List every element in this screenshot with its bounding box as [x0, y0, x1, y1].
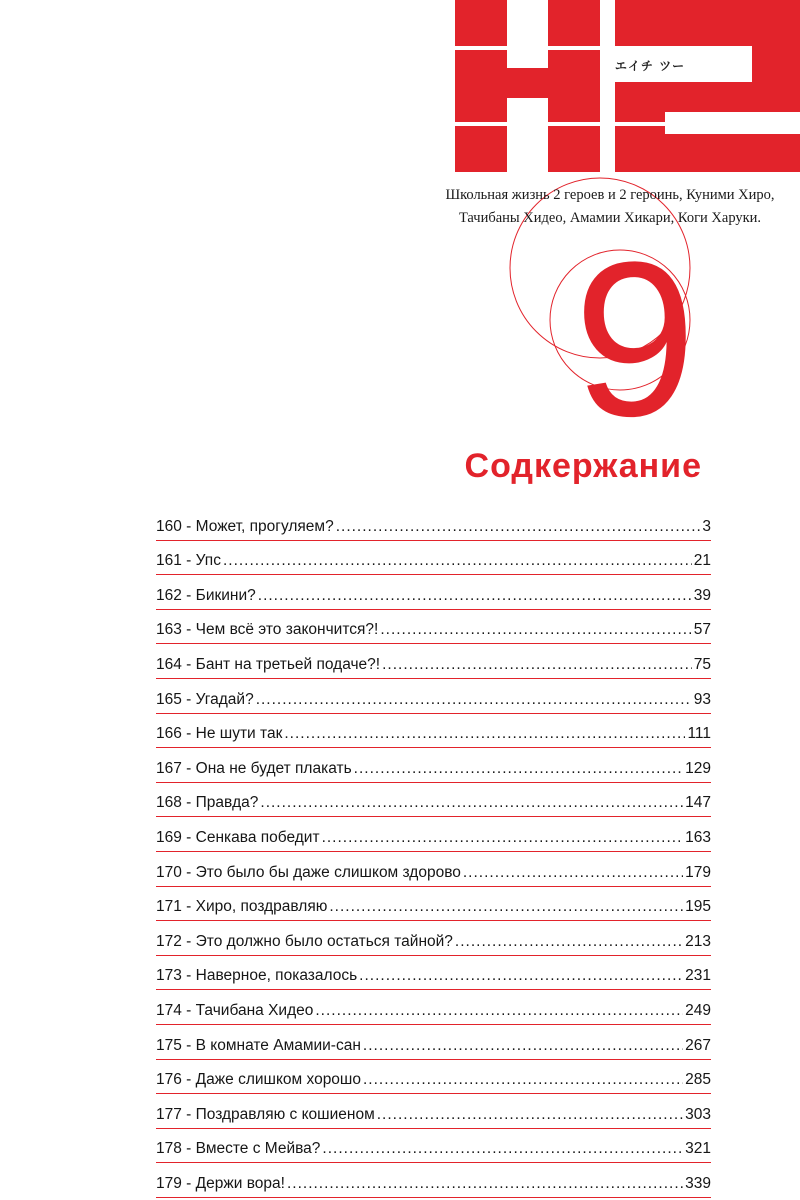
chapter-number: 163	[156, 621, 182, 639]
toc-entry[interactable]	[156, 1060, 711, 1095]
chapter-title: Держи вора!	[195, 1174, 285, 1192]
toc-entry[interactable]	[156, 990, 711, 1025]
chapter-separator: -	[181, 1001, 196, 1019]
chapter-title: Наверное, показалось	[195, 967, 358, 985]
chapter-page: 3	[702, 517, 711, 535]
chapter-separator: -	[181, 828, 196, 846]
chapter-page: 339	[685, 1174, 711, 1192]
chapter-page: 57	[693, 621, 711, 639]
description-line-1: Школьная жизнь 2 героев и 2 героинь, Куними Хиро,	[445, 187, 775, 203]
table-of-contents	[156, 506, 711, 1198]
chapter-page: 147	[685, 794, 711, 812]
chapter-title: Это должно было остаться тайной?	[195, 932, 453, 950]
chapter-number: 164	[156, 655, 182, 673]
chapter-number: 178	[156, 1140, 182, 1158]
chapter-page: 213	[685, 932, 711, 950]
chapter-page: 163	[685, 828, 711, 846]
chapter-title: Сенкава победит	[195, 828, 320, 846]
chapter-number: 166	[156, 725, 182, 743]
chapter-number: 175	[156, 1036, 182, 1054]
chapter-title: Поздравляю с кошиеном	[195, 1105, 375, 1123]
chapter-separator: -	[181, 517, 196, 535]
dot-leader	[382, 656, 692, 674]
chapter-number: 173	[156, 967, 182, 985]
chapter-separator: -	[181, 1071, 196, 1089]
dot-leader	[455, 933, 683, 951]
logo-h-crossbar	[455, 68, 600, 98]
chapter-separator: -	[181, 932, 196, 950]
chapter-page: 321	[685, 1140, 711, 1158]
chapter-title: Правда?	[195, 794, 259, 812]
toc-entry[interactable]	[156, 887, 711, 922]
chapter-page: 75	[693, 655, 711, 673]
toc-entry[interactable]	[156, 921, 711, 956]
chapter-separator: -	[181, 794, 196, 812]
dot-leader	[284, 725, 685, 743]
chapter-title: Она не будет плакать	[195, 759, 352, 777]
chapter-number: 162	[156, 586, 182, 604]
dot-leader	[322, 1140, 683, 1158]
dot-leader	[363, 1037, 683, 1055]
dot-leader	[380, 621, 691, 639]
chapter-separator: -	[181, 690, 196, 708]
chapter-number: 165	[156, 690, 182, 708]
dot-leader	[287, 1175, 683, 1193]
chapter-number: 169	[156, 828, 182, 846]
chapter-page: 111	[687, 725, 711, 743]
chapter-page: 195	[685, 898, 711, 916]
h2-logo	[455, 0, 800, 172]
dot-leader	[377, 1106, 683, 1124]
chapter-page: 303	[685, 1105, 711, 1123]
toc-entry[interactable]	[156, 541, 711, 576]
toc-entry[interactable]	[156, 1025, 711, 1060]
chapter-page: 21	[693, 552, 711, 570]
dot-leader	[256, 691, 692, 709]
chapter-separator: -	[181, 655, 196, 673]
description-line-2: Тачибаны Хидео, Амамии Хикари, Коги Харуки.	[458, 210, 762, 226]
chapter-separator: -	[181, 725, 196, 743]
chapter-separator: -	[181, 1105, 196, 1123]
chapter-number: 161	[156, 552, 182, 570]
toc-entry[interactable]	[156, 506, 711, 541]
chapter-separator: -	[181, 552, 196, 570]
toc-entry[interactable]	[156, 748, 711, 783]
dot-leader	[354, 760, 683, 778]
chapter-title: Бант на третьей подаче?!	[195, 655, 381, 673]
chapter-number: 179	[156, 1174, 182, 1192]
chapter-number: 160	[156, 517, 182, 535]
dot-leader	[359, 967, 683, 985]
chapter-page: 179	[685, 863, 711, 881]
chapter-page: 129	[685, 759, 711, 777]
toc-entry[interactable]	[156, 714, 711, 749]
chapter-title: Это было бы даже слишком здорово	[195, 863, 461, 881]
chapter-number: 171	[156, 898, 182, 916]
chapter-title: Угадай?	[195, 690, 254, 708]
chapter-number: 176	[156, 1071, 182, 1089]
toc-entry[interactable]	[156, 817, 711, 852]
chapter-title: Вместе с Мейва?	[195, 1140, 321, 1158]
toc-entry[interactable]	[156, 644, 711, 679]
chapter-page: 39	[693, 586, 711, 604]
toc-entry[interactable]	[156, 956, 711, 991]
chapter-number: 172	[156, 932, 182, 950]
toc-entry[interactable]	[156, 679, 711, 714]
dot-leader	[322, 829, 684, 847]
dot-leader	[260, 794, 683, 812]
toc-entry[interactable]	[156, 1163, 711, 1198]
toc-entry[interactable]	[156, 1129, 711, 1164]
logo-2-bottom	[615, 134, 800, 172]
toc-entry[interactable]	[156, 575, 711, 610]
chapter-page: 249	[685, 1001, 711, 1019]
dot-leader	[223, 552, 692, 570]
dot-leader	[258, 587, 692, 605]
chapter-separator: -	[181, 898, 196, 916]
chapter-number: 170	[156, 863, 182, 881]
chapter-title: Бикини?	[195, 586, 256, 604]
chapter-number: 177	[156, 1105, 182, 1123]
chapter-separator: -	[181, 759, 196, 777]
chapter-title: Хиро, поздравляю	[195, 898, 328, 916]
chapter-separator: -	[181, 967, 196, 985]
chapter-number: 167	[156, 759, 182, 777]
chapter-title: Упс	[195, 552, 221, 570]
dot-leader	[363, 1071, 683, 1089]
toc-entry[interactable]	[156, 1094, 711, 1129]
chapter-title: Чем всё это закончится?!	[195, 621, 379, 639]
chapter-title: В комнате Амамии-сан	[195, 1036, 361, 1054]
chapter-separator: -	[181, 586, 196, 604]
chapter-separator: -	[181, 1140, 196, 1158]
volume-number: 9	[573, 216, 697, 462]
chapter-separator: -	[181, 863, 196, 881]
toc-entry[interactable]	[156, 852, 711, 887]
chapter-title: Даже слишком хорошо	[195, 1071, 361, 1089]
toc-entry[interactable]	[156, 610, 711, 645]
chapter-number: 168	[156, 794, 182, 812]
logo-subtitle: エイチ ツー	[604, 58, 696, 74]
chapter-page: 267	[685, 1036, 711, 1054]
chapter-title: Тачибана Хидео	[195, 1001, 314, 1019]
toc-entry[interactable]	[156, 783, 711, 818]
chapter-number: 174	[156, 1001, 182, 1019]
chapter-title: Не шути так	[195, 725, 283, 743]
chapter-title: Может, прогуляем?	[195, 517, 334, 535]
chapter-separator: -	[181, 1174, 196, 1192]
chapter-page: 285	[685, 1071, 711, 1089]
dot-leader	[336, 518, 701, 536]
chapter-page: 93	[693, 690, 711, 708]
dot-leader	[329, 898, 683, 916]
dot-leader	[315, 1002, 683, 1020]
dot-leader	[463, 864, 683, 882]
chapter-separator: -	[181, 1036, 196, 1054]
chapter-page: 231	[685, 967, 711, 985]
contents-title: Содкержание	[464, 447, 702, 485]
chapter-separator: -	[181, 621, 196, 639]
